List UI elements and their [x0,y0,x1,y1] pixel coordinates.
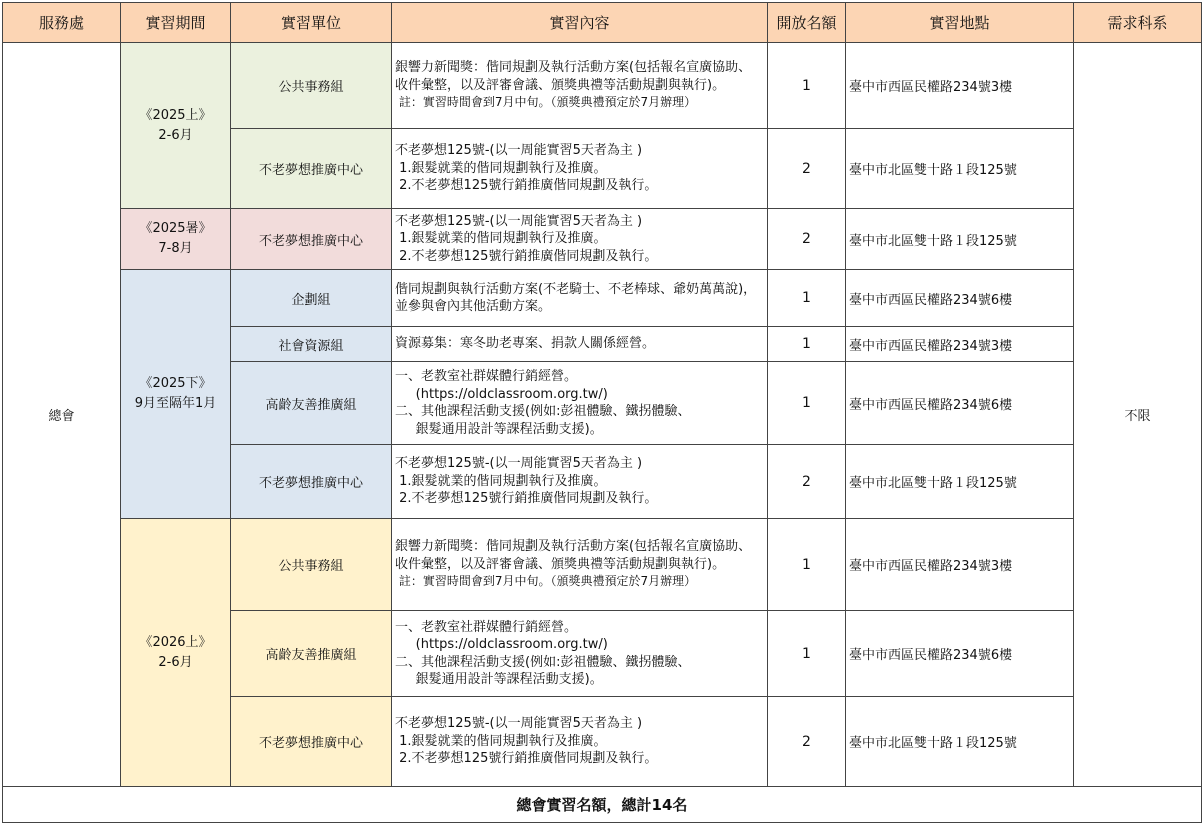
content-cell [392,697,768,787]
content-note: 註：實習時間會到7月中旬。（頒獎典禮預定於7月辦理） [395,574,697,589]
header-office: 服務處 [3,3,121,43]
location-cell: 臺中市北區雙十路１段125號 [846,697,1074,787]
unit-cell: 不老夢想推廣中心 [231,129,392,209]
content-line: 一、老教室社群媒體行銷經營。 [395,369,578,384]
content-line: 2.不老夢想125號行銷推廣偕同規劃及執行。 [395,751,658,767]
content-line: 1.銀髮就業的偕同規劃執行及推廣。 [395,160,607,176]
location-cell: 臺中市西區民權路234號6樓 [846,362,1074,445]
header-period: 實習期間 [121,3,231,43]
content-line: 銀髮通用設計等課程活動支援)。 [395,672,603,687]
content-cell [392,327,768,362]
content-cell [392,445,768,519]
office-cell: 總會 [3,43,121,787]
period-label: 《2025下》 [139,376,212,391]
content-line: 1.銀髮就業的偕同規劃執行及推廣。 [395,733,607,749]
table-row [3,43,1202,129]
location-cell: 臺中市北區雙十路１段125號 [846,445,1074,519]
header-row [3,3,1202,43]
content-line: 一、老教室社群媒體行銷經營。 [395,619,578,635]
slots-cell: 2 [768,209,846,270]
slots-cell: 1 [768,43,846,129]
unit-cell: 高齡友善推廣組 [231,611,392,697]
location-cell: 臺中市西區民權路234號6樓 [846,611,1074,697]
content-line: 偕同規劃與執行活動方案(不老騎士、不老棒球、爺奶萬萬說)，並參與會內其他活動方案。 [395,281,757,314]
period-months: 2-6月 [158,127,193,143]
location-cell: 臺中市北區雙十路１段125號 [846,209,1074,270]
location-cell: 臺中市北區雙十路１段125號 [846,129,1074,209]
table-row [3,519,1202,611]
slots-cell: 1 [768,270,846,327]
internship-table [2,2,1202,823]
header-dept: 需求科系 [1074,3,1202,43]
period-2025-fall [121,270,231,519]
slots-cell: 2 [768,697,846,787]
content-line: 2.不老夢想125號行銷推廣偕同規劃及執行。 [395,491,658,507]
table-row [3,209,1202,270]
location-cell: 臺中市西區民權路234號3樓 [846,519,1074,611]
period-months: 2-6月 [158,654,193,670]
unit-cell: 高齡友善推廣組 [231,362,392,445]
dept-cell: 不限 [1074,43,1202,787]
unit-cell: 不老夢想推廣中心 [231,445,392,519]
content-cell [392,362,768,445]
total-cell: 總會實習名額，總計14名 [3,787,1202,823]
slots-cell: 1 [768,362,846,445]
unit-cell: 企劃組 [231,270,392,327]
period-label: 《2025上》 [139,107,212,123]
content-note: 註：實習時間會到7月中旬。（頒獎典禮預定於7月辦理） [395,95,697,110]
slots-cell: 1 [768,611,846,697]
header-slots: 開放名額 [768,3,846,43]
content-link: (https://oldclassroom.org.tw/) [395,386,608,402]
header-content: 實習內容 [392,3,768,43]
content-line: 2.不老夢想125號行銷推廣偕同規劃及執行。 [395,178,658,194]
content-line: 1.銀髮就業的偕同規劃執行及推廣。 [395,473,607,489]
content-line: 銀髮通用設計等課程活動支援)。 [395,421,603,437]
content-line: 二、其他課程活動支援(例如:彭祖體驗、鐵拐體驗、 [395,654,691,670]
slots-cell: 1 [768,327,846,362]
content-line: 不老夢想125號-(以一周能實習5天者為主 ) [395,716,643,732]
unit-cell: 公共事務組 [231,43,392,129]
content-line: 不老夢想125號-(以一周能實習5天者為主 ) [395,213,643,229]
header-location: 實習地點 [846,3,1074,43]
period-months: 9月至隔年1月 [134,396,217,411]
content-line: 資源募集：寒冬助老專案、捐款人關係經營。 [395,336,656,352]
period-label: 《2026上》 [139,634,212,650]
unit-cell: 公共事務組 [231,519,392,611]
header-unit: 實習單位 [231,3,392,43]
content-link: (https://oldclassroom.org.tw/) [395,637,608,652]
content-line: 銀響力新聞獎：偕同規劃及執行活動方案(包括報名宣廣協助、收件彙整，以及評審會議、頒獎典禮等活動規劃與執行)。 [395,60,752,93]
location-cell: 臺中市西區民權路234號3樓 [846,327,1074,362]
slots-cell: 2 [768,445,846,519]
total-row [3,787,1202,823]
content-line: 1.銀髮就業的偕同規劃執行及推廣。 [395,231,607,247]
period-2026-spring [121,519,231,787]
content-line: 不老夢想125號-(以一周能實習5天者為主 ) [395,143,643,159]
unit-cell: 社會資源組 [231,327,392,362]
period-2025-spring [121,43,231,209]
content-cell [392,43,768,129]
content-line: 2.不老夢想125號行銷推廣偕同規劃及執行。 [395,248,658,264]
content-line: 銀響力新聞獎：偕同規劃及執行活動方案(包括報名宣廣協助、收件彙整，以及評審會議、頒獎典禮等活動規劃與執行)。 [395,539,752,572]
table-row [3,270,1202,327]
period-months: 7-8月 [158,241,193,256]
period-label: 《2025暑》 [139,221,212,236]
content-line: 不老夢想125號-(以一周能實習5天者為主 ) [395,456,643,472]
content-cell [392,611,768,697]
content-cell [392,519,768,611]
period-2025-summer [121,209,231,270]
location-cell: 臺中市西區民權路234號6樓 [846,270,1074,327]
slots-cell: 2 [768,129,846,209]
content-cell [392,270,768,327]
content-line: 二、其他課程活動支援(例如:彭祖體驗、鐵拐體驗、 [395,404,691,419]
unit-cell: 不老夢想推廣中心 [231,209,392,270]
unit-cell: 不老夢想推廣中心 [231,697,392,787]
content-cell [392,209,768,270]
slots-cell: 1 [768,519,846,611]
location-cell: 臺中市西區民權路234號3樓 [846,43,1074,129]
content-cell [392,129,768,209]
